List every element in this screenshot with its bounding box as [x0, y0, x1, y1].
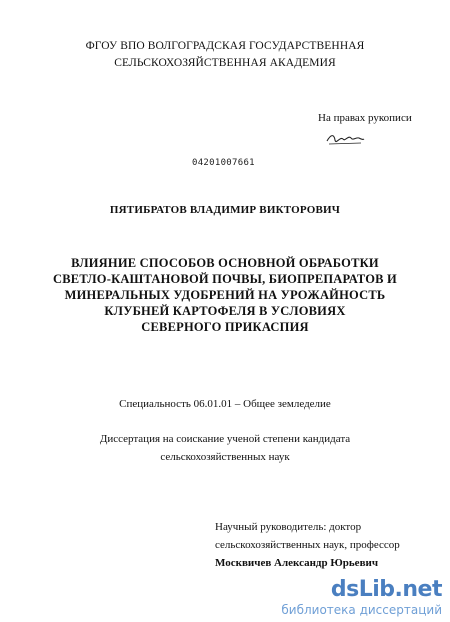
title-line-5: СЕВЕРНОГО ПРИКАСПИЯ	[141, 320, 309, 334]
degree-line-2: сельскохозяйственных наук	[160, 451, 290, 463]
registration-code: 04201007661	[192, 158, 255, 168]
logo-prefix: ds	[330, 577, 359, 602]
author-name: ПЯТИБРАТОВ ВЛАДИМИР ВИКТОРОВИЧ	[109, 204, 341, 216]
title-line-3: МИНЕРАЛЬНЫХ УДОБРЕНИЙ НА УРОЖАЙНОСТЬ	[64, 288, 386, 302]
logo-dot: .	[394, 577, 403, 602]
institution-line-2: СЕЛЬСКОХОЗЯЙСТВЕННАЯ АКАДЕМИЯ	[114, 57, 336, 69]
supervisor-name: Москвичев Александр Юрьевич	[215, 557, 379, 569]
supervisor-line-2: сельскохозяйственных наук, профессор	[215, 539, 400, 551]
institution-line-1: ФГОУ ВПО ВОЛГОГРАДСКАЯ ГОСУДАРСТВЕННАЯ	[85, 40, 365, 52]
title-line-1: ВЛИЯНИЕ СПОСОБОВ ОСНОВНОЙ ОБРАБОТКИ	[71, 256, 379, 270]
manuscript-note: На правах рукописи	[318, 112, 412, 124]
logo-tld: net	[402, 577, 442, 602]
specialty: Специальность 06.01.01 – Общее земледелие	[119, 398, 331, 410]
logo-suffix: Lib	[358, 577, 395, 602]
handwritten-signature	[325, 131, 365, 147]
dslib-watermark	[281, 579, 442, 616]
watermark-subtitle: библиотека диссертаций	[281, 603, 442, 617]
supervisor-line-1: Научный руководитель: доктор	[215, 521, 362, 533]
title-line-4: КЛУБНЕЙ КАРТОФЕЛЯ В УСЛОВИЯХ	[104, 304, 346, 318]
degree-line-1: Диссертация на соискание ученой степени кандидата	[99, 433, 351, 445]
title-line-2: СВЕТЛО-КАШТАНОВОЙ ПОЧВЫ, БИОПРЕПАРАТОВ И	[53, 272, 397, 286]
dslib-logo	[281, 579, 442, 601]
